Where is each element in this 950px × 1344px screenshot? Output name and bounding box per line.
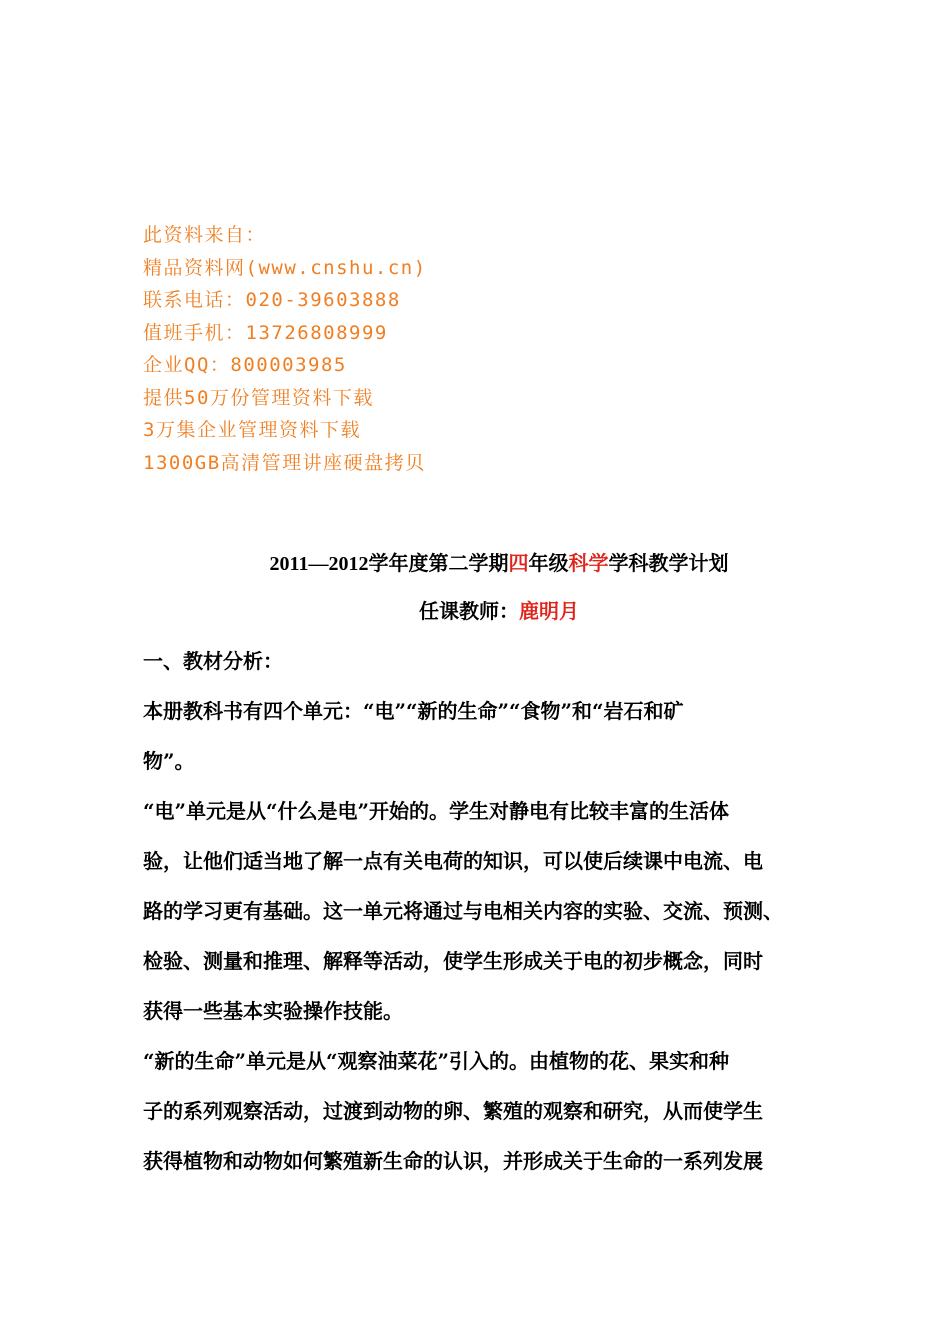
title-term: 学年度第二学期 [368,551,509,575]
document-body [143,540,855,1186]
teacher-label: 任课教师： [419,599,519,623]
title-year: 2011—2012 [269,553,369,575]
promo-block [143,219,427,479]
promo-line-phone: 联系电话：020-39603888 [143,289,401,311]
paragraph-electricity-unit [143,786,855,1036]
paragraph-units-overview [143,686,855,786]
paragraph-line: 验，让他们适当地了解一点有关电荷的知识，可以使后续课中电流、电 [143,849,763,873]
teacher-name: 鹿明月 [519,599,579,623]
section-heading: 一、教材分析： [143,649,283,673]
paragraph-line: “新的生命”单元是从“观察油菜花”引入的。由植物的花、果实和种 [143,1049,730,1073]
promo-line-qq: 企业QQ：800003985 [143,354,347,376]
paragraph-line: 获得植物和动物如何繁殖新生命的认识，并形成关于生命的一系列发展 [143,1149,763,1173]
title-subject: 科学 [568,551,609,575]
paragraph-new-life-unit [143,1036,855,1186]
title-plan: 学科教学计划 [608,551,729,575]
paragraph-line: 子的系列观察活动，过渡到动物的卵、繁殖的观察和研究，从而使学生 [143,1099,763,1123]
teacher-line [143,586,855,636]
promo-line-source: 此资料来自： [143,224,267,246]
paragraph-line: 检验、测量和推理、解释等活动，使学生形成关于电的初步概念，同时 [143,949,763,973]
paragraph-line: 获得一些基本实验操作技能。 [143,999,403,1023]
promo-line-mobile: 值班手机：13726808999 [143,321,388,344]
promo-line-offer-videos: 3万集企业管理资料下载 [143,419,361,441]
paragraph-line: 本册教科书有四个单元：“电”“新的生命”“食物”和“岩石和矿 [143,699,684,723]
paragraph-line: 物”。 [143,749,195,773]
promo-line-website: 精品资料网(www.cnshu.cn) [143,256,427,279]
promo-line-offer-lectures: 1300GB高清管理讲座硬盘拷贝 [143,451,426,474]
document-title [143,540,855,586]
promo-line-offer-docs: 提供50万份管理资料下载 [143,386,374,409]
title-grade: 四 [508,551,529,575]
paragraph-line: 路的学习更有基础。这一单元将通过与电相关内容的实验、交流、预测、 [143,899,783,923]
title-grade-suffix: 年级 [528,551,569,575]
paragraph-line: “电”单元是从“什么是电”开始的。学生对静电有比较丰富的生活体 [143,799,730,823]
